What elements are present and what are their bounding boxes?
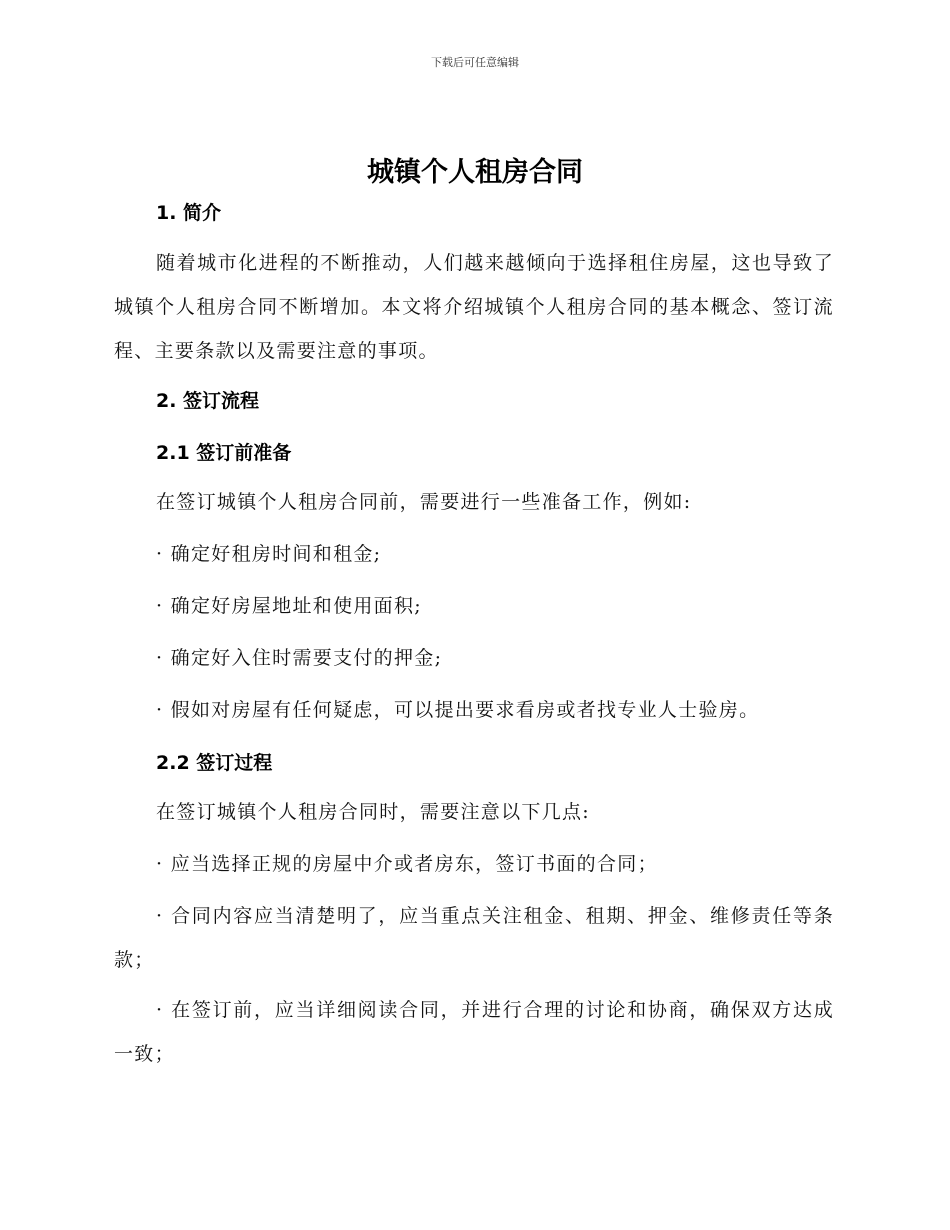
signing-lead: 在签订城镇个人租房合同时，需要注意以下几点:: [156, 801, 591, 823]
list-item: · 确定好入住时需要支付的押金;: [156, 647, 443, 669]
subsection-heading-signing: 2.2 签订过程: [156, 752, 273, 774]
list-item: · 应当选择正规的房屋中介或者房东，签订书面的合同；: [156, 853, 658, 875]
section-heading-process: 2. 签订流程: [156, 390, 260, 412]
list-item: · 合同内容应当清楚明了，应当重点关注租金、租期、押金、维修责任等条款；: [114, 905, 834, 971]
intro-paragraph: 随着城市化进程的不断推动，人们越来越倾向于选择租住房屋，这也导致了城镇个人租房合同不断增加。本文将介绍城镇个人租房合同的基本概念、签订流程、主要条款以及需要注意的事项。: [114, 252, 834, 362]
list-item: · 确定好房屋地址和使用面积;: [156, 595, 422, 617]
list-item: · 在签订前，应当详细阅读合同，并进行合理的讨论和协商，确保双方达成一致；: [114, 999, 834, 1065]
document-title: 城镇个人租房合同: [367, 157, 583, 188]
header-note: 下载后可任意编辑: [431, 56, 519, 69]
list-item: · 确定好租房时间和租金;: [156, 543, 382, 565]
subsection-heading-preparation: 2.1 签订前准备: [156, 442, 292, 464]
section-heading-intro: 1. 简介: [156, 202, 222, 224]
list-item: · 假如对房屋有任何疑虑，可以提出要求看房或者找专业人士验房。: [156, 699, 760, 721]
preparation-lead: 在签订城镇个人租房合同前，需要进行一些准备工作，例如:: [156, 491, 692, 513]
